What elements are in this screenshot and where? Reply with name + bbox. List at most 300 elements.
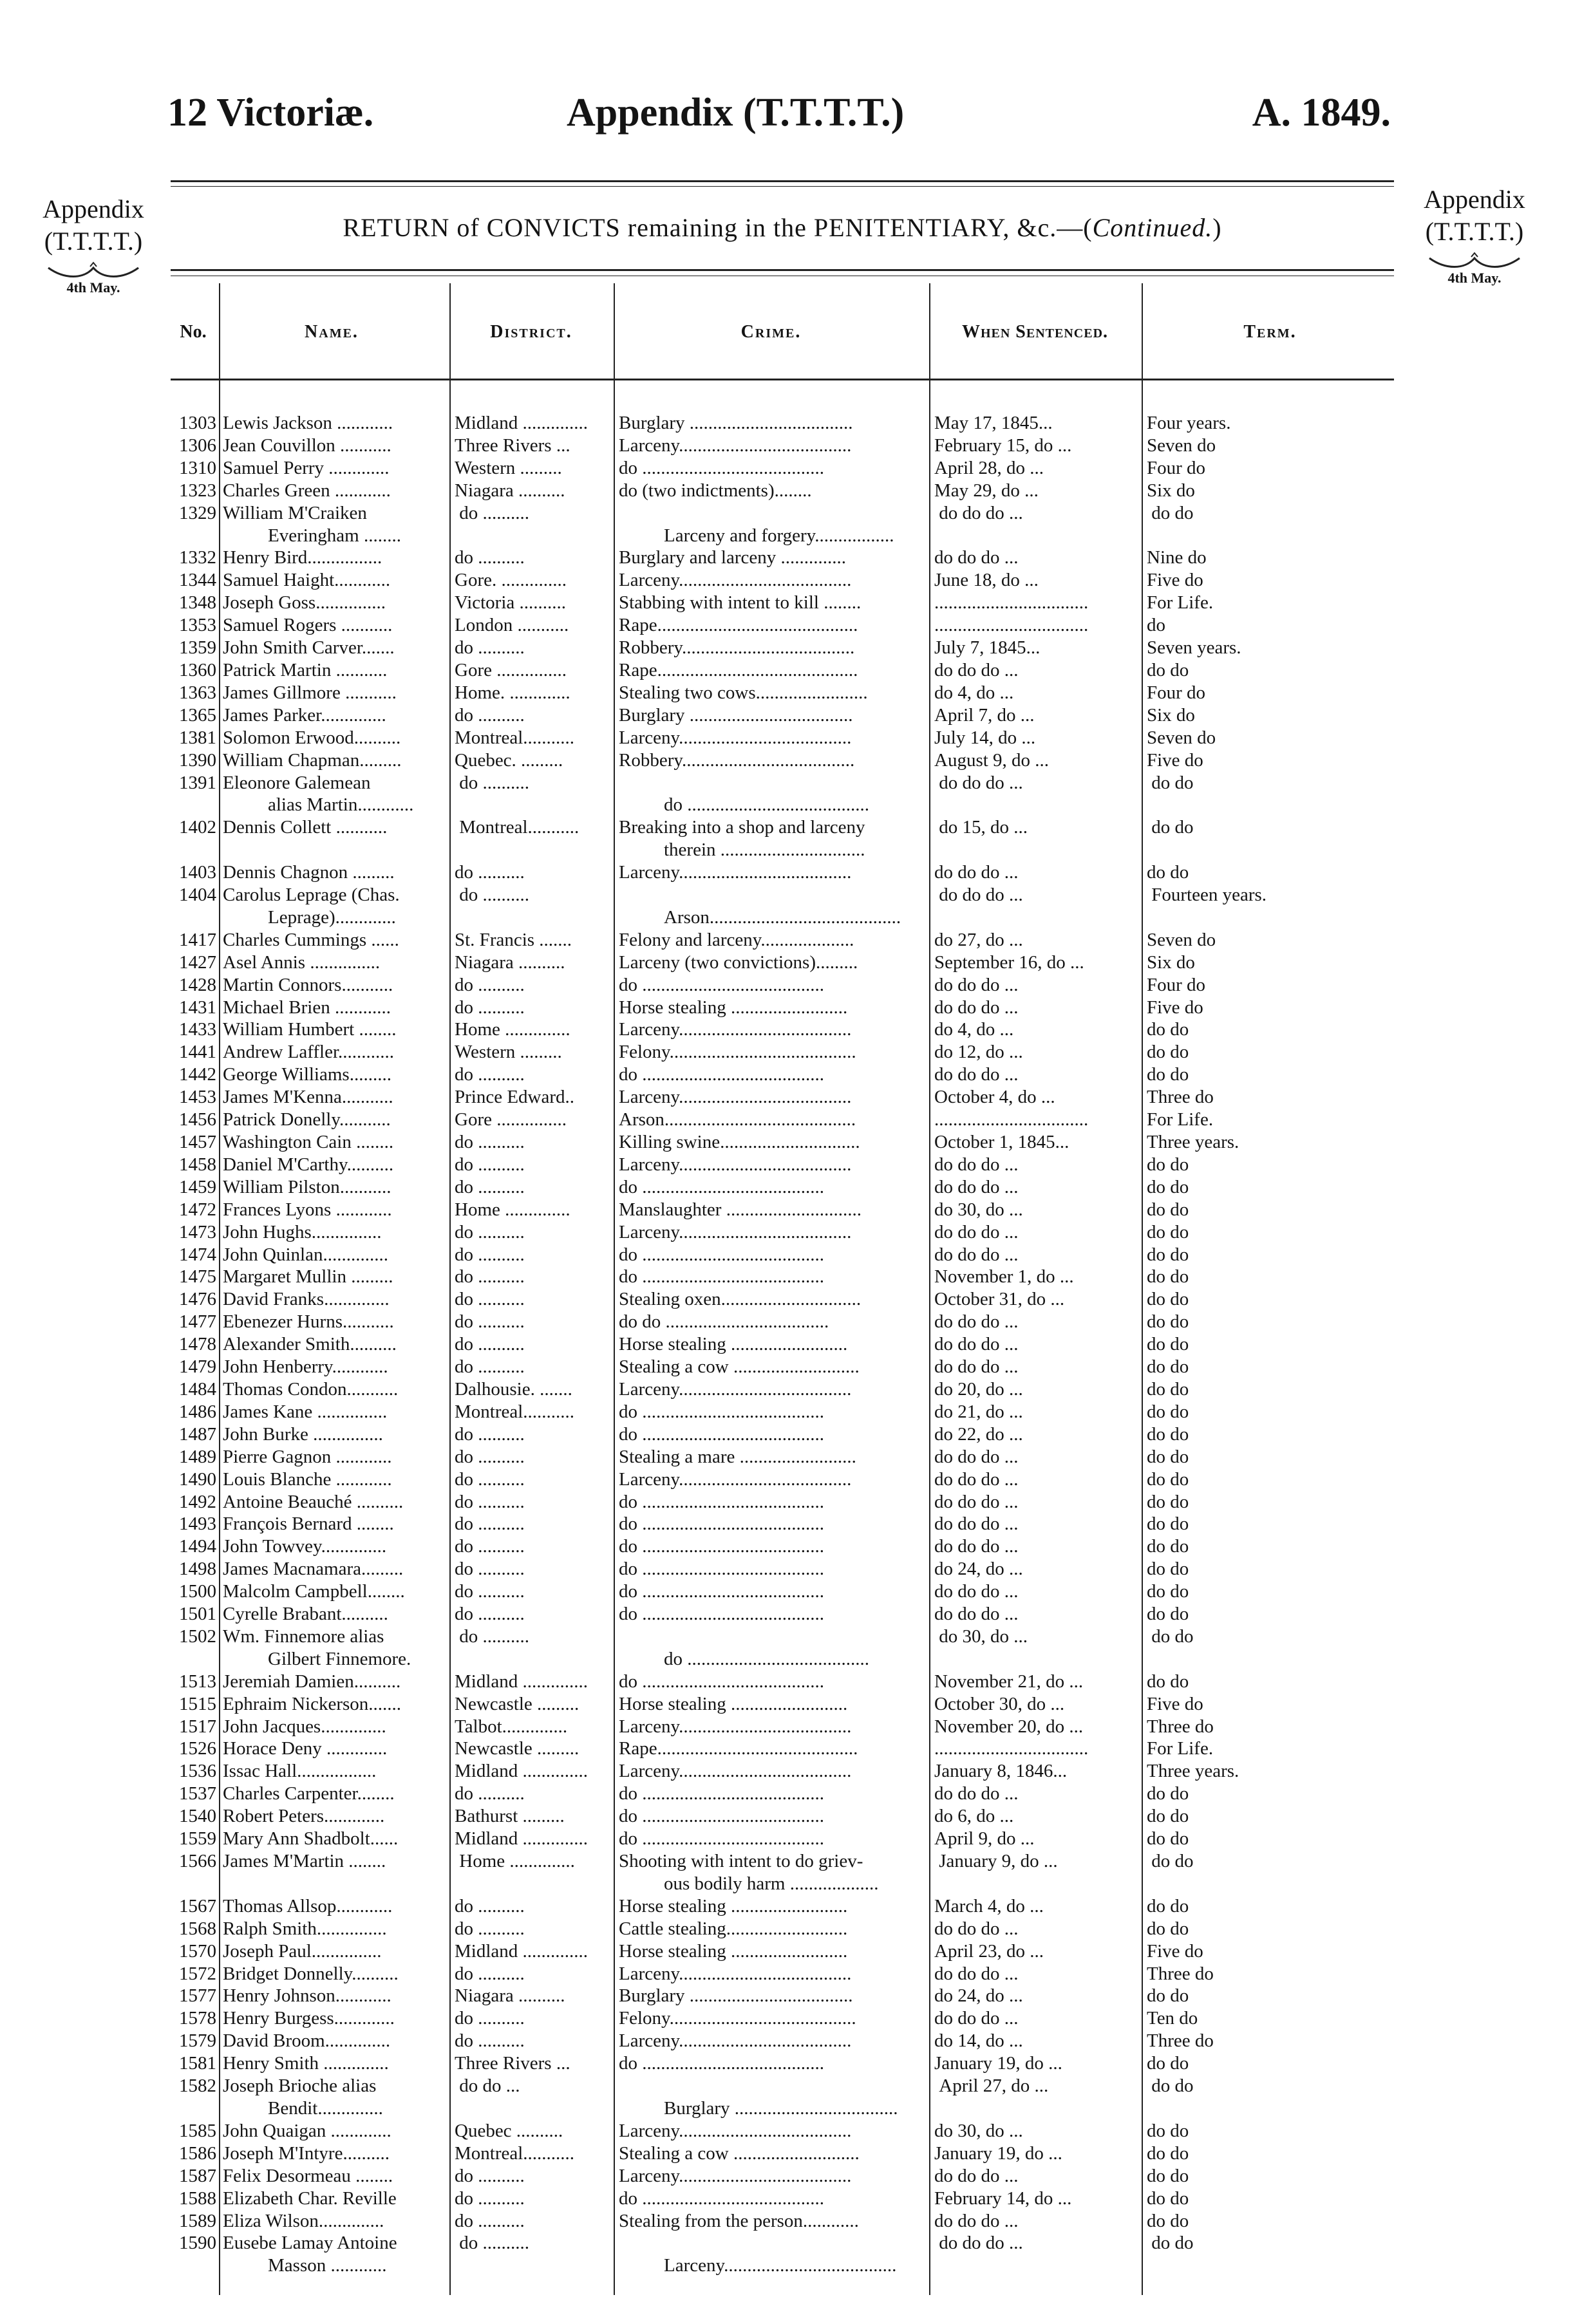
convict-name-line: Samuel Perry ............. xyxy=(223,457,390,478)
term-cell xyxy=(1143,749,1397,772)
district-cell xyxy=(451,1828,615,1850)
table-row xyxy=(171,929,1397,951)
when-sentenced-value: do do do ... xyxy=(934,659,1019,680)
crime-cell xyxy=(615,997,930,1019)
convict-number: 1484 xyxy=(179,1378,216,1400)
table-row xyxy=(171,1738,1397,1760)
crime-cell xyxy=(615,1288,930,1311)
when-sentenced-cell xyxy=(930,2007,1143,2030)
convict-name-line: James M'Martin ........ xyxy=(223,1851,386,1871)
when-sentenced-value: do do do ... xyxy=(939,772,1023,793)
when-sentenced-value: do do do ... xyxy=(934,1513,1019,1535)
district-cell xyxy=(451,1918,615,1940)
convict-name xyxy=(220,1176,451,1199)
term-cell xyxy=(1143,2142,1397,2165)
flourish-ornament-icon xyxy=(45,260,142,279)
column-header-district: District. xyxy=(490,322,572,342)
term-cell xyxy=(1143,816,1397,861)
table-row xyxy=(171,1064,1397,1086)
convict-name xyxy=(220,2007,451,2030)
when-sentenced-cell xyxy=(930,1626,1143,1671)
when-sentenced-cell xyxy=(930,1333,1143,1356)
convict-name-line: John Quaigan ............. xyxy=(223,2120,391,2141)
crime-line: Arson......................................... xyxy=(664,906,901,928)
term-cell xyxy=(1143,457,1397,480)
convict-name-line: Robert Peters............. xyxy=(223,1806,385,1827)
when-sentenced-cell xyxy=(930,1378,1143,1401)
term-cell xyxy=(1143,2232,1397,2277)
crime-line: Larceny..................................... xyxy=(619,435,852,456)
when-sentenced-cell xyxy=(930,1221,1143,1244)
crime-cell xyxy=(615,1356,930,1378)
convict-name-line: Thomas Allsop............ xyxy=(223,1895,393,1916)
crime-cell xyxy=(615,861,930,884)
district-cell xyxy=(451,1603,615,1626)
table-row xyxy=(171,1154,1397,1176)
convict-name-line: Daniel M'Carthy.......... xyxy=(223,1154,394,1175)
convict-name xyxy=(220,1244,451,1266)
when-sentenced-value: April 9, do ... xyxy=(934,1828,1035,1850)
crime-line: do ....................................... xyxy=(619,974,824,995)
when-sentenced-value: January 9, do ... xyxy=(939,1851,1058,1871)
convict-number: 1441 xyxy=(179,1042,216,1063)
convict-number: 1360 xyxy=(179,659,216,680)
district-cell xyxy=(451,412,615,435)
district-cell xyxy=(451,592,615,614)
table-row xyxy=(171,1491,1397,1513)
convict-number: 1540 xyxy=(179,1806,216,1827)
term-value: do do xyxy=(1147,862,1189,883)
term-value: do do xyxy=(1147,2053,1189,2074)
term-value: Four do xyxy=(1147,682,1206,703)
when-sentenced-cell xyxy=(930,1288,1143,1311)
convict-number: 1492 xyxy=(179,1491,216,1512)
district-cell xyxy=(451,1985,615,2007)
when-sentenced-cell xyxy=(930,1850,1143,1895)
term-cell xyxy=(1143,1918,1397,1940)
crime-line: do ....................................... xyxy=(664,794,869,816)
term-value: do do xyxy=(1151,2233,1194,2254)
convict-name xyxy=(220,1018,451,1041)
term-value: Four years. xyxy=(1147,413,1231,433)
district-cell xyxy=(451,1738,615,1760)
crime-line: Horse stealing ......................... xyxy=(619,1895,848,1916)
when-sentenced-value: do 30, do ... xyxy=(934,1199,1023,1220)
term-cell xyxy=(1143,1760,1397,1783)
table-row xyxy=(171,1018,1397,1041)
convict-name-line: Louis Blanche ............ xyxy=(223,1468,392,1490)
term-cell xyxy=(1143,412,1397,435)
when-sentenced-value: January 19, do ... xyxy=(934,2142,1062,2164)
term-value: do do xyxy=(1151,1851,1194,1871)
term-value: do do xyxy=(1147,1446,1189,1467)
when-sentenced-cell xyxy=(930,1311,1143,1333)
district-cell xyxy=(451,704,615,727)
when-sentenced-value: do do do ... xyxy=(934,862,1019,883)
district-value: do .......... xyxy=(455,1132,525,1152)
crime-line xyxy=(619,2232,930,2254)
convict-number: 1472 xyxy=(179,1199,216,1220)
when-sentenced-cell xyxy=(930,2075,1143,2120)
table-row xyxy=(171,1626,1397,1671)
convict-name-line: Ephraim Nickerson....... xyxy=(223,1693,402,1714)
term-cell xyxy=(1143,592,1397,614)
district-cell xyxy=(451,727,615,749)
term-value: Five do xyxy=(1147,749,1203,771)
crime-line: do do ................................... xyxy=(619,1311,829,1333)
district-cell xyxy=(451,1716,615,1738)
district-value: Western ......... xyxy=(455,1042,562,1063)
term-value: do do xyxy=(1151,2076,1194,2097)
crime-cell xyxy=(615,884,930,929)
district-value: do .......... xyxy=(459,502,529,523)
crime-cell xyxy=(615,2052,930,2075)
district-cell xyxy=(451,816,615,861)
when-sentenced-value: July 7, 1845... xyxy=(934,637,1041,659)
convict-name xyxy=(220,1423,451,1446)
crime-line: do ....................................... xyxy=(619,1806,824,1827)
when-sentenced-value: do 21, do ... xyxy=(934,1401,1023,1422)
convict-number: 1515 xyxy=(179,1693,216,1714)
term-cell xyxy=(1143,1468,1397,1491)
convict-name-line: Joseph Paul............... xyxy=(223,1940,382,1962)
crime-cell xyxy=(615,1558,930,1580)
district-value: Midland .............. xyxy=(455,1828,589,1850)
when-sentenced-cell xyxy=(930,1805,1143,1828)
table-row xyxy=(171,1716,1397,1738)
term-value: Six do xyxy=(1147,480,1195,501)
when-sentenced-cell xyxy=(930,974,1143,997)
district-value: Midland .............. xyxy=(455,1761,589,1782)
district-cell xyxy=(451,1311,615,1333)
convict-name-line: John Burke ............... xyxy=(223,1423,383,1445)
table-row xyxy=(171,1918,1397,1940)
convict-name-line: François Bernard ........ xyxy=(223,1513,394,1535)
crime-line: Larceny..................................... xyxy=(619,862,852,883)
crime-line: Stealing from the person............ xyxy=(619,2210,859,2231)
crime-line: Larceny..................................... xyxy=(619,1378,852,1400)
district-value: do .......... xyxy=(455,704,525,726)
convict-name xyxy=(220,1041,451,1064)
table-row xyxy=(171,2120,1397,2142)
table-row xyxy=(171,1850,1397,1895)
crime-cell xyxy=(615,772,930,817)
table-row xyxy=(171,547,1397,569)
term-cell xyxy=(1143,1131,1397,1154)
when-sentenced-cell xyxy=(930,1580,1143,1603)
crime-cell xyxy=(615,1850,930,1895)
when-sentenced-value: do do do ... xyxy=(934,1244,1019,1265)
when-sentenced-value: do 30, do ... xyxy=(939,1626,1028,1647)
district-value: do .......... xyxy=(455,862,525,883)
table-row xyxy=(171,1378,1397,1401)
term-cell xyxy=(1143,704,1397,727)
table-row xyxy=(171,1693,1397,1716)
convict-name xyxy=(220,1109,451,1131)
convict-name xyxy=(220,2210,451,2233)
when-sentenced-value: do 15, do ... xyxy=(939,817,1028,838)
convict-name-line: Dennis Chagnon ......... xyxy=(223,862,395,883)
term-cell xyxy=(1143,1311,1397,1333)
district-cell xyxy=(451,1513,615,1535)
term-value: do do xyxy=(1147,1064,1189,1085)
district-cell xyxy=(451,1895,615,1918)
when-sentenced-cell xyxy=(930,1671,1143,1693)
term-cell xyxy=(1143,1985,1397,2007)
crime-cell xyxy=(615,1895,930,1918)
convict-number: 1498 xyxy=(179,1559,216,1580)
convict-name-line: Felix Desormeau ........ xyxy=(223,2165,393,2186)
crime-line: do ....................................... xyxy=(619,1491,824,1512)
convict-name-line: Masson ............ xyxy=(268,2255,387,2276)
term-cell xyxy=(1143,435,1397,457)
crime-cell xyxy=(615,614,930,637)
convict-number: 1536 xyxy=(179,1761,216,1782)
crime-line: do ....................................... xyxy=(619,1536,824,1557)
district-cell xyxy=(451,480,615,502)
crime-line: Larceny..................................... xyxy=(619,2120,852,2141)
term-value: Seven years. xyxy=(1147,637,1241,659)
term-value: Three do xyxy=(1147,1963,1214,1984)
when-sentenced-cell xyxy=(930,2165,1143,2188)
crime-line: Larceny..................................... xyxy=(619,1761,852,1782)
district-cell xyxy=(451,1671,615,1693)
when-sentenced-value: do do do ... xyxy=(934,2008,1019,2029)
when-sentenced-value: do do do ... xyxy=(934,1311,1019,1333)
when-sentenced-cell xyxy=(930,929,1143,951)
table-row xyxy=(171,1176,1397,1199)
convict-number: 1365 xyxy=(179,704,216,726)
district-value: do .......... xyxy=(455,997,525,1018)
term-value: For Life. xyxy=(1147,592,1214,614)
when-sentenced-value: do do do ... xyxy=(934,1468,1019,1490)
term-value: do do xyxy=(1147,1356,1189,1378)
crime-cell xyxy=(615,1963,930,1985)
convict-name-line: Gilbert Finnemore. xyxy=(268,1648,411,1669)
when-sentenced-cell xyxy=(930,435,1143,457)
table-row xyxy=(171,1109,1397,1131)
term-cell xyxy=(1143,1154,1397,1176)
table-row xyxy=(171,682,1397,704)
when-sentenced-cell xyxy=(930,1603,1143,1626)
term-cell xyxy=(1143,884,1397,929)
convict-number: 1490 xyxy=(179,1468,216,1490)
convict-number: 1513 xyxy=(179,1671,216,1692)
convict-name-line: Patrick Martin ........... xyxy=(223,659,388,680)
convict-name-line: Bendit.............. xyxy=(268,2097,383,2119)
crime-line xyxy=(619,772,930,794)
term-cell xyxy=(1143,1895,1397,1918)
convict-name-line: Issac Hall................. xyxy=(223,1761,377,1782)
crime-line: Larceny..................................... xyxy=(619,727,852,748)
district-cell xyxy=(451,1018,615,1041)
convict-name xyxy=(220,1828,451,1850)
when-sentenced-cell xyxy=(930,1199,1143,1221)
when-sentenced-cell xyxy=(930,2232,1143,2277)
district-value: Montreal........... xyxy=(455,727,575,748)
term-value: do do xyxy=(1147,1311,1189,1333)
district-value: Western ......... xyxy=(455,457,562,478)
convict-name xyxy=(220,1401,451,1423)
crime-cell xyxy=(615,1626,930,1671)
when-sentenced-cell xyxy=(930,861,1143,884)
convict-name xyxy=(220,592,451,614)
convict-number: 1457 xyxy=(179,1132,216,1152)
convict-number: 1582 xyxy=(179,2076,216,2097)
convict-name xyxy=(220,502,451,547)
convict-number: 1526 xyxy=(179,1738,216,1759)
when-sentenced-value: October 1, 1845... xyxy=(934,1132,1069,1152)
convict-name xyxy=(220,412,451,435)
convict-number: 1572 xyxy=(179,1963,216,1984)
convict-number: 1404 xyxy=(179,885,216,906)
convict-number: 1329 xyxy=(179,502,216,523)
convict-name xyxy=(220,1086,451,1109)
convict-number: 1537 xyxy=(179,1783,216,1804)
when-sentenced-cell xyxy=(930,1940,1143,1963)
convict-number: 1478 xyxy=(179,1334,216,1355)
table-row xyxy=(171,1513,1397,1535)
convict-name-line: Wm. Finnemore alias xyxy=(223,1626,384,1647)
convict-name-line: George Williams......... xyxy=(223,1064,391,1085)
crime-line: Larceny..................................... xyxy=(619,1019,852,1040)
when-sentenced-cell xyxy=(930,682,1143,704)
convict-name xyxy=(220,1760,451,1783)
term-cell xyxy=(1143,659,1397,682)
table-row xyxy=(171,772,1397,817)
convict-name-line: Dennis Collett ........... xyxy=(223,817,388,838)
table-row xyxy=(171,1288,1397,1311)
convict-name-line: Alexander Smith.......... xyxy=(223,1334,397,1355)
district-value: do .......... xyxy=(455,1356,525,1378)
convict-name xyxy=(220,951,451,974)
table-row xyxy=(171,592,1397,614)
district-cell xyxy=(451,1850,615,1895)
when-sentenced-cell xyxy=(930,1154,1143,1176)
convict-number: 1427 xyxy=(179,951,216,973)
when-sentenced-cell xyxy=(930,884,1143,929)
crime-line: do ....................................... xyxy=(619,1266,824,1288)
crime-line: Larceny (two convictions)......... xyxy=(619,951,858,973)
table-row xyxy=(171,1940,1397,1963)
table-row xyxy=(171,1985,1397,2007)
term-cell xyxy=(1143,1401,1397,1423)
crime-cell xyxy=(615,502,930,547)
district-value: do .......... xyxy=(455,547,525,568)
convict-number: 1403 xyxy=(179,862,216,883)
convict-name xyxy=(220,1356,451,1378)
crime-line: Burglary ................................... xyxy=(619,413,853,433)
when-sentenced-value: ................................. xyxy=(934,1109,1089,1130)
convict-name-line: Jeremiah Damien.......... xyxy=(223,1671,401,1692)
when-sentenced-cell xyxy=(930,1513,1143,1535)
when-sentenced-cell xyxy=(930,1018,1143,1041)
term-cell xyxy=(1143,1805,1397,1828)
convict-name-line: Ebenezer Hurns........... xyxy=(223,1311,394,1333)
crime-cell xyxy=(615,1109,930,1131)
when-sentenced-value: February 14, do ... xyxy=(934,2188,1072,2209)
when-sentenced-cell xyxy=(930,772,1143,817)
term-cell xyxy=(1143,929,1397,951)
crime-cell xyxy=(615,1805,930,1828)
district-cell xyxy=(451,974,615,997)
convict-number: 1473 xyxy=(179,1221,216,1242)
when-sentenced-cell xyxy=(930,2210,1143,2233)
convict-name-line: James M'Kenna........... xyxy=(223,1087,393,1108)
convict-name xyxy=(220,480,451,502)
district-cell xyxy=(451,1221,615,1244)
when-sentenced-cell xyxy=(930,547,1143,569)
crime-line: do ....................................... xyxy=(619,1064,824,1085)
when-sentenced-value: do do do ... xyxy=(934,1918,1019,1939)
crime-line: Felony........................................ xyxy=(619,1042,856,1063)
term-value: do do xyxy=(1147,1806,1189,1827)
term-value: do xyxy=(1147,615,1165,636)
crime-line: Larceny..................................... xyxy=(619,570,852,591)
convict-name xyxy=(220,2075,451,2120)
district-cell xyxy=(451,1626,615,1671)
district-value: do .......... xyxy=(455,1064,525,1085)
table-row xyxy=(171,1086,1397,1109)
term-value: Three years. xyxy=(1147,1132,1239,1152)
convict-name xyxy=(220,2188,451,2210)
crime-cell xyxy=(615,1491,930,1513)
district-value: do .......... xyxy=(455,1154,525,1175)
crime-cell xyxy=(615,1446,930,1468)
district-value: do .......... xyxy=(455,1559,525,1580)
convict-table-body xyxy=(171,412,1397,2277)
term-value: do do xyxy=(1151,502,1194,523)
crime-line: Shooting with intent to do griev- xyxy=(619,1851,863,1871)
district-value: do .......... xyxy=(455,1446,525,1467)
convict-name xyxy=(220,1716,451,1738)
crime-cell xyxy=(615,480,930,502)
district-value: do .......... xyxy=(455,2030,525,2052)
appendix-title: Appendix (T.T.T.T.) xyxy=(567,91,905,135)
convict-name-line: John Hughs............... xyxy=(223,1221,382,1242)
when-sentenced-value: January 8, 1846... xyxy=(934,1761,1068,1782)
convict-number: 1486 xyxy=(179,1401,216,1422)
crime-line: Larceny..................................... xyxy=(619,1716,852,1737)
convict-number: 1586 xyxy=(179,2142,216,2164)
convict-name-line: Charles Carpenter........ xyxy=(223,1783,395,1804)
side-note-left xyxy=(26,193,161,296)
when-sentenced-value: do 14, do ... xyxy=(934,2030,1023,2052)
convict-name xyxy=(220,1985,451,2007)
convict-number: 1363 xyxy=(179,682,216,703)
convict-name-line: Andrew Laffler............ xyxy=(223,1042,395,1063)
convict-name-line: Henry Smith .............. xyxy=(223,2053,389,2074)
district-cell xyxy=(451,2232,615,2277)
district-value: do .......... xyxy=(455,1491,525,1512)
term-cell xyxy=(1143,1199,1397,1221)
table-row xyxy=(171,974,1397,997)
term-cell xyxy=(1143,1580,1397,1603)
when-sentenced-cell xyxy=(930,1985,1143,2007)
district-value: do .......... xyxy=(455,1423,525,1445)
when-sentenced-value: do do do ... xyxy=(934,1176,1019,1197)
district-cell xyxy=(451,1693,615,1716)
term-value: do do xyxy=(1147,1154,1189,1175)
session-label: 12 Victoriæ. xyxy=(167,91,374,135)
table-row xyxy=(171,1401,1397,1423)
term-cell xyxy=(1143,997,1397,1019)
district-cell xyxy=(451,2075,615,2120)
crime-cell xyxy=(615,2142,930,2165)
term-value: do do xyxy=(1147,2165,1189,2186)
column-header-term: Term. xyxy=(1243,322,1297,342)
side-note-code: (T.T.T.T.) xyxy=(44,227,143,256)
